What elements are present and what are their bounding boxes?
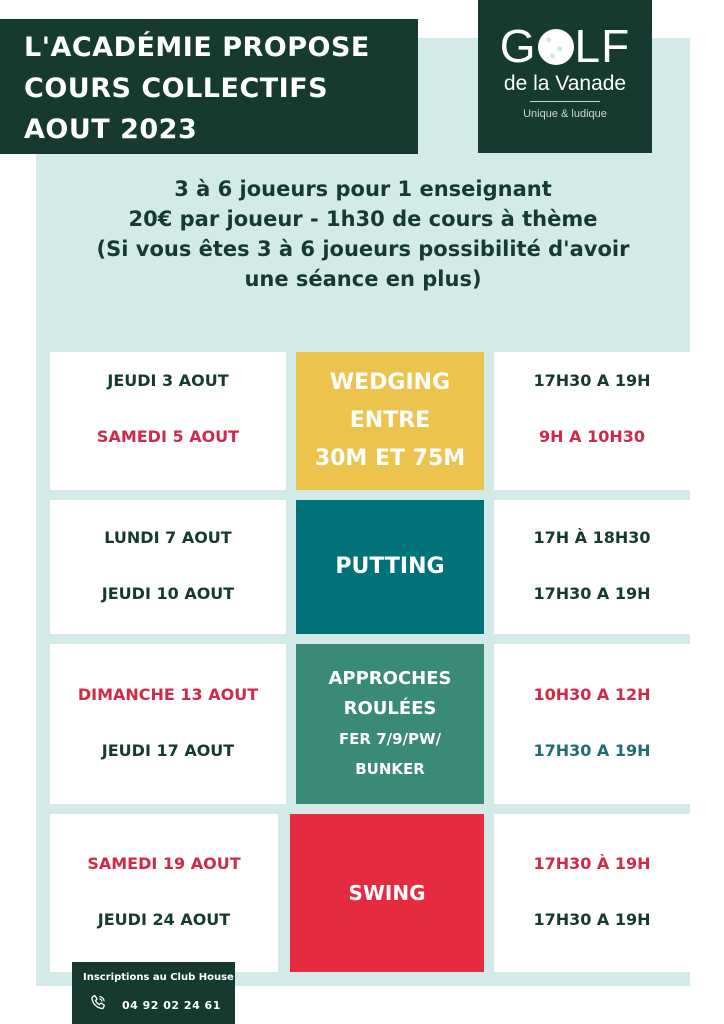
row-3-time-1: 10H30 A 12H [533,685,651,704]
row-3-theme-line-1: APPROCHES [328,668,452,689]
row-3-theme-line-2: ROULÉES [343,698,437,719]
row-1-time-1: 17H30 A 19H [533,371,651,390]
intro-line-1: 3 à 6 joueurs pour 1 enseignant [174,177,552,201]
intro-line-3: (Si vous êtes 3 à 6 joueurs possibilité d'avoir [96,237,630,261]
logo-letter-g: G [499,20,537,72]
row-3-theme-line-4: BUNKER [355,760,425,778]
row-3-theme-approches [296,644,484,804]
row-3-theme-line-3: FER 7/9/PW/ [338,730,442,748]
logo-divider [530,101,600,102]
row-3-times [494,644,690,804]
row-2-theme-putting [296,500,484,634]
row-1-theme-wedging [296,352,484,490]
row-1-date-1: JEUDI 3 AOUT [107,371,229,390]
intro-line-4: une séance en plus) [244,267,482,291]
logo-subtitle: de la Vanade [503,72,627,95]
row-1-times [494,352,690,490]
row-1-theme-line-1: WEDGING [329,370,451,395]
footer-phone-number[interactable]: 04 92 02 24 61 [122,999,221,1012]
row-3-time-2: 17H30 A 19H [533,741,651,760]
row-2-date-1: LUNDI 7 AOUT [104,528,232,547]
row-4-time-2: 17H30 A 19H [533,910,651,929]
row-3-date-1: DIMANCHE 13 AOUT [77,685,259,704]
row-4-date-1: SAMEDI 19 AOUT [87,854,241,873]
row-1-theme-line-2: ENTRE [349,408,431,433]
title-line-3: AOUT 2023 [24,114,198,145]
footer-label: Inscriptions au Club House [83,972,234,983]
row-3-dates [50,644,286,804]
title-line-1: L'ACADÉMIE PROPOSE [24,32,370,63]
row-2-time-1: 17H À 18H30 [533,528,651,547]
row-2-time-2: 17H30 A 19H [533,584,651,603]
phone-icon [89,994,107,1012]
logo-tagline: Unique & ludique [523,108,607,120]
row-4-times [494,814,690,972]
row-4-dates [50,814,278,972]
logo-wordmark [478,22,652,70]
row-4-date-2: JEUDI 24 AOUT [97,910,231,929]
intro-text [36,174,690,294]
row-4-theme-swing [290,814,484,972]
golf-ball-icon [538,29,574,65]
row-2-theme-line-1: PUTTING [335,554,445,579]
row-2-times [494,500,690,634]
intro-line-2: 20€ par joueur - 1h30 de cours à thème [128,207,598,231]
row-1-dates [50,352,286,490]
logo-letters-lf: LF [574,20,631,72]
registration-footer [72,962,235,1024]
row-1-theme-line-3: 30M ET 75M [314,446,466,471]
row-1-date-2: SAMEDI 5 AOUT [96,427,240,446]
row-2-date-2: JEUDI 10 AOUT [101,584,235,603]
row-3-date-2: JEUDI 17 AOUT [101,741,235,760]
row-4-theme-line-1: SWING [348,881,426,905]
header-title-box [0,19,418,154]
title-line-2: COURS COLLECTIFS [24,73,329,104]
golf-logo [478,0,652,153]
row-4-time-1: 17H30 À 19H [533,854,651,873]
row-2-dates [50,500,286,634]
row-1-time-2: 9H A 10H30 [539,427,645,446]
